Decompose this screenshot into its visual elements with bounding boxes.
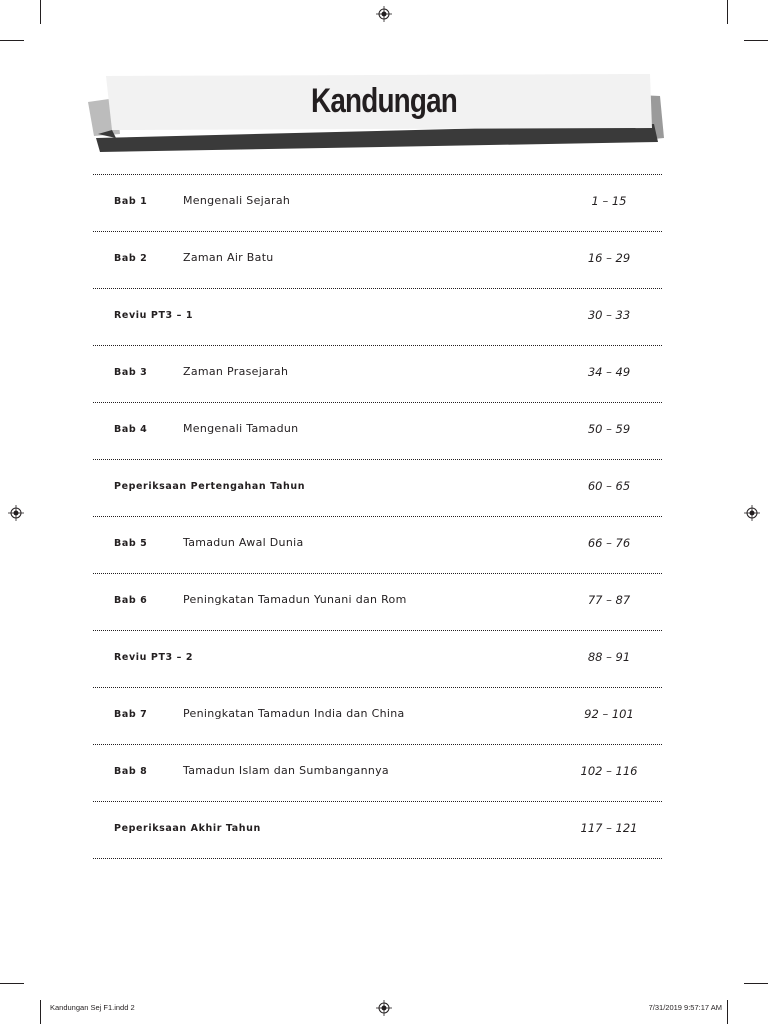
toc-label: Bab 1 [114,196,148,207]
toc-pages: 34 – 49 [587,365,631,379]
crop-mark-icon [40,0,41,24]
toc-label: Peperiksaan Pertengahan Tahun [114,481,306,492]
crop-mark-icon [0,983,24,984]
toc-title: Peningkatan Tamadun Yunani dan Rom [183,593,407,606]
toc-row [93,288,662,345]
toc-label: Peperiksaan Akhir Tahun [114,823,261,834]
slug-timestamp: 7/31/2019 9:57:17 AM [648,1003,722,1012]
toc-title: Zaman Prasejarah [183,365,289,378]
registration-mark-icon [376,1000,392,1016]
toc-pages: 60 – 65 [587,479,631,493]
toc-pages: 88 – 91 [587,650,631,664]
toc-title: Mengenali Sejarah [183,194,291,207]
toc-pages: 50 – 59 [587,422,631,436]
registration-mark-icon [8,505,24,521]
toc-title: Zaman Air Batu [183,251,274,264]
table-of-contents [93,174,662,859]
crop-mark-icon [727,0,728,24]
toc-pages: 77 – 87 [587,593,631,607]
crop-mark-icon [744,40,768,41]
page-title: Kandungan [311,82,457,120]
toc-pages: 16 – 29 [587,251,631,265]
toc-title: Tamadun Islam dan Sumbangannya [183,764,389,777]
toc-row [93,402,662,459]
crop-mark-icon [40,1000,41,1024]
toc-pages: 66 – 76 [587,536,631,550]
toc-row [93,801,662,859]
crop-mark-icon [727,1000,728,1024]
toc-label: Bab 3 [114,367,148,378]
toc-row [93,459,662,516]
toc-title: Mengenali Tamadun [183,422,299,435]
toc-row [93,687,662,744]
toc-label: Reviu PT3 – 1 [114,310,194,321]
toc-pages: 117 – 121 [580,821,638,835]
crop-mark-icon [744,983,768,984]
toc-label: Bab 8 [114,766,148,777]
toc-pages: 92 – 101 [584,707,634,721]
registration-mark-icon [376,6,392,22]
toc-row [93,345,662,402]
toc-label: Reviu PT3 – 2 [114,652,194,663]
toc-pages: 1 – 15 [591,194,627,208]
toc-label: Bab 2 [114,253,148,264]
toc-label: Bab 4 [114,424,148,435]
toc-pages: 30 – 33 [587,308,631,322]
toc-title: Tamadun Awal Dunia [183,536,304,549]
registration-mark-icon [744,505,760,521]
slug-filename: Kandungan Sej F1.indd 2 [50,1003,135,1012]
toc-title: Peningkatan Tamadun India dan China [183,707,405,720]
toc-row [93,573,662,630]
toc-row [93,630,662,687]
toc-row [93,516,662,573]
crop-mark-icon [0,40,24,41]
toc-label: Bab 7 [114,709,148,720]
toc-row [93,174,662,231]
toc-row [93,744,662,801]
toc-label: Bab 6 [114,595,148,606]
toc-pages: 102 – 116 [580,764,638,778]
toc-label: Bab 5 [114,538,148,549]
toc-row [93,231,662,288]
